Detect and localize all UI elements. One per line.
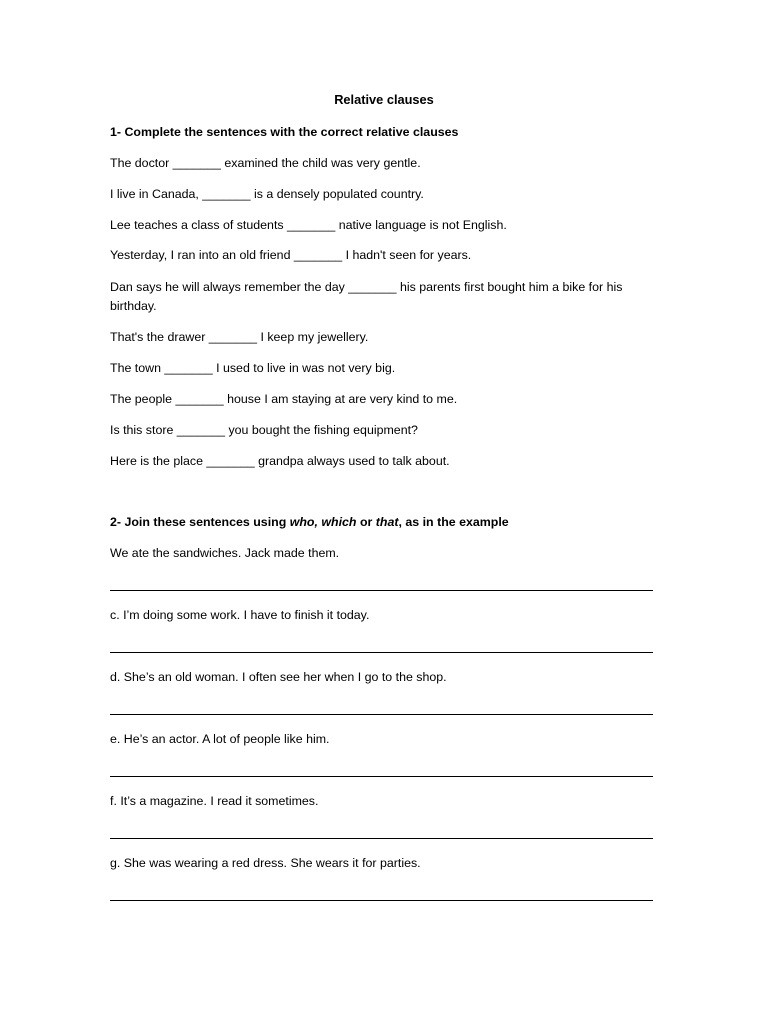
exercise-1-sentence: Yesterday, I ran into an old friend _______ I hadn't seen for years. <box>110 248 472 262</box>
answer-line[interactable] <box>110 776 653 777</box>
heading-text: or <box>356 515 376 529</box>
exercise-1-sentence: Lee teaches a class of students _______ native language is not English. <box>110 218 507 232</box>
answer-line[interactable] <box>110 652 653 653</box>
answer-line[interactable] <box>110 900 653 901</box>
exercise-2-prompt: d. She’s an old woman. I often see her when I go to the shop. <box>110 670 447 684</box>
section-1-heading: 1- Complete the sentences with the correct relative clauses <box>110 125 459 139</box>
worksheet-title: Relative clauses <box>334 92 434 107</box>
exercise-2-prompt: c. I’m doing some work. I have to finish it today. <box>110 608 370 622</box>
exercise-1-sentence: Dan says he will always remember the day _______ his parents first bought him a bike for his <box>110 280 623 294</box>
exercise-1-sentence: The town _______ I used to live in was not very big. <box>110 361 396 375</box>
heading-text: , as in the example <box>398 515 509 529</box>
exercise-1-sentence-continuation: birthday. <box>110 299 157 313</box>
exercise-1-sentence: Is this store _______ you bought the fishing equipment? <box>110 423 418 437</box>
exercise-1-sentence: That's the drawer _______ I keep my jewellery. <box>110 330 369 344</box>
exercise-1-sentence: Here is the place _______ grandpa always used to talk about. <box>110 454 450 468</box>
answer-line[interactable] <box>110 838 653 839</box>
heading-keyword: that <box>375 515 399 529</box>
exercise-2-prompt: g. She was wearing a red dress. She wears it for parties. <box>110 856 421 870</box>
exercise-1-sentence: I live in Canada, _______ is a densely populated country. <box>110 187 424 201</box>
section-2-heading <box>110 513 509 532</box>
heading-text: 2- Join these sentences using <box>110 515 290 529</box>
answer-line[interactable] <box>110 714 653 715</box>
exercise-2-prompt: f. It’s a magazine. I read it sometimes. <box>110 794 319 808</box>
answer-line[interactable] <box>110 590 653 591</box>
exercise-2-prompt: e. He’s an actor. A lot of people like him. <box>110 732 330 746</box>
heading-keyword: who, which <box>289 515 357 529</box>
exercise-2-prompt: We ate the sandwiches. Jack made them. <box>110 546 340 560</box>
exercise-1-sentence: The people _______ house I am staying at are very kind to me. <box>110 392 458 406</box>
exercise-1-sentence: The doctor _______ examined the child was very gentle. <box>110 156 421 170</box>
